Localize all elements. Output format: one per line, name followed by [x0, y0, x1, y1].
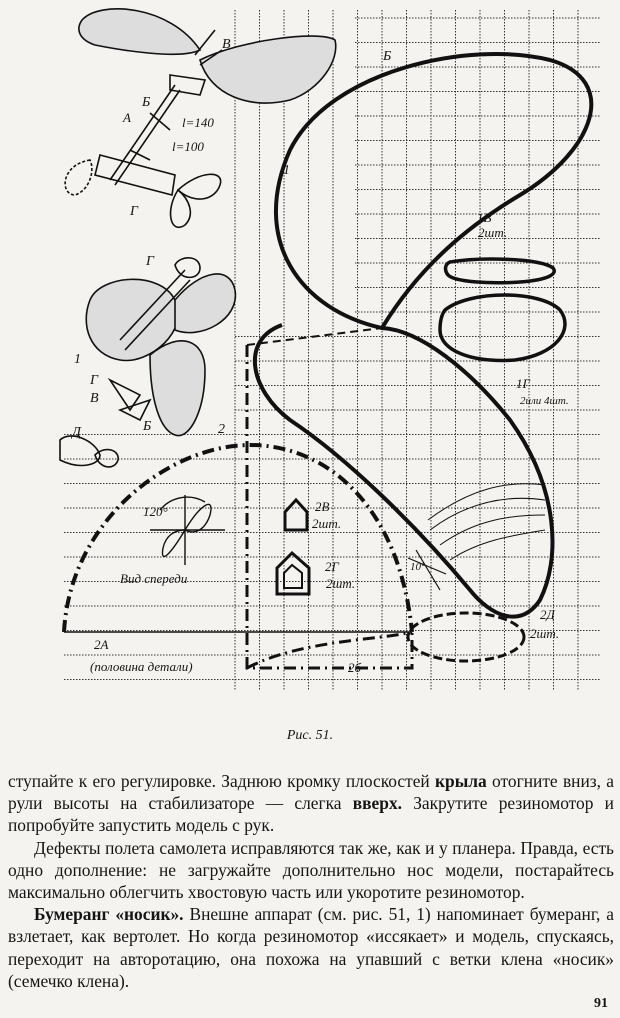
label-2v: 2В — [315, 499, 330, 514]
label-2g-qty: 2шт. — [326, 576, 356, 591]
body-text — [8, 770, 614, 992]
p1-bold-1: крыла — [435, 771, 487, 791]
label-front-view: Вид спереди — [120, 571, 188, 586]
part-2b-curve — [247, 632, 412, 668]
label-b-mid: Б — [143, 419, 152, 434]
label-2d: 2Д — [540, 607, 555, 622]
part-2v — [285, 500, 307, 530]
label-g-top: Г — [130, 204, 138, 219]
part-2b-frame — [247, 345, 412, 668]
label-one-right: 1 — [283, 163, 290, 178]
label-d: Д — [72, 425, 81, 440]
paragraph-1 — [8, 770, 614, 837]
page-number: 91 — [594, 996, 608, 1011]
figure-caption: Рис. 51. — [286, 728, 334, 743]
label-1v: 1В — [477, 210, 492, 225]
label-l100: l=100 — [172, 139, 204, 154]
label-1g-qty: 2или 4шт. — [520, 395, 569, 407]
p1-part-c: отогните вниз, а рули высоты на стабилизаторе — слегка — [8, 771, 614, 814]
label-2v-qty: 2шт. — [312, 516, 342, 531]
label-2b: 2б — [348, 660, 362, 675]
label-v-mid: В — [90, 391, 99, 406]
label-two: 2 — [218, 422, 225, 437]
label-half-part: (половина детали) — [90, 659, 193, 674]
p1-bold-2: вверх. — [352, 793, 402, 814]
paragraph-3 — [8, 903, 614, 992]
label-l140: l=140 — [182, 115, 214, 130]
label-2g: 2Г — [325, 559, 339, 574]
p1-part-e: Закрутите резиномотор и попробуйте запустить модель с рук. — [8, 793, 614, 836]
p1-part-a: ступайте к его регулировке. Заднюю кромку плоскостей — [8, 771, 436, 791]
paragraph-2: Дефекты полета самолета исправляются так же, как и у планера. Правда, есть одно дополнение: не загружайте дополнительно нос модели, постарайтесь максимально облегчить хвостовую часть или укоротите резиномотор. — [8, 837, 614, 903]
label-angle-120: 120° — [143, 504, 168, 519]
label-b-top: Б — [142, 95, 151, 110]
label-1g: 1Г — [516, 376, 530, 391]
p3-body: Внешне аппарат (см. рис. 51, 1) напоминает бумеранг, а взлетает, как вертолет. Но когда резиномотор «иссякает» и модель, спускаясь, переходит на авторотацию, она похожа на упавший с ветки клена «носик» (семечко клена). — [8, 904, 614, 991]
part-2d — [408, 613, 524, 661]
p3-title: Бумеранг «носик». — [34, 904, 184, 925]
label-b-right: Б — [383, 49, 392, 64]
label-g-mid: Г — [146, 254, 154, 269]
label-g-mid2: Г — [90, 373, 98, 388]
label-2a: 2А — [94, 637, 109, 652]
label-2d-qty: 2шт. — [530, 626, 560, 641]
label-1v-qty: 2шт. — [478, 225, 508, 240]
part-2g-inner — [284, 565, 302, 588]
part-1g — [440, 295, 565, 360]
boomerang-model-drawing — [60, 258, 235, 467]
label-a: А — [123, 110, 131, 125]
label-angle-10: 10° — [410, 561, 426, 573]
shading-streaks — [428, 484, 545, 560]
label-one-mid: 1 — [74, 352, 81, 367]
label-v-top: В — [222, 37, 231, 52]
